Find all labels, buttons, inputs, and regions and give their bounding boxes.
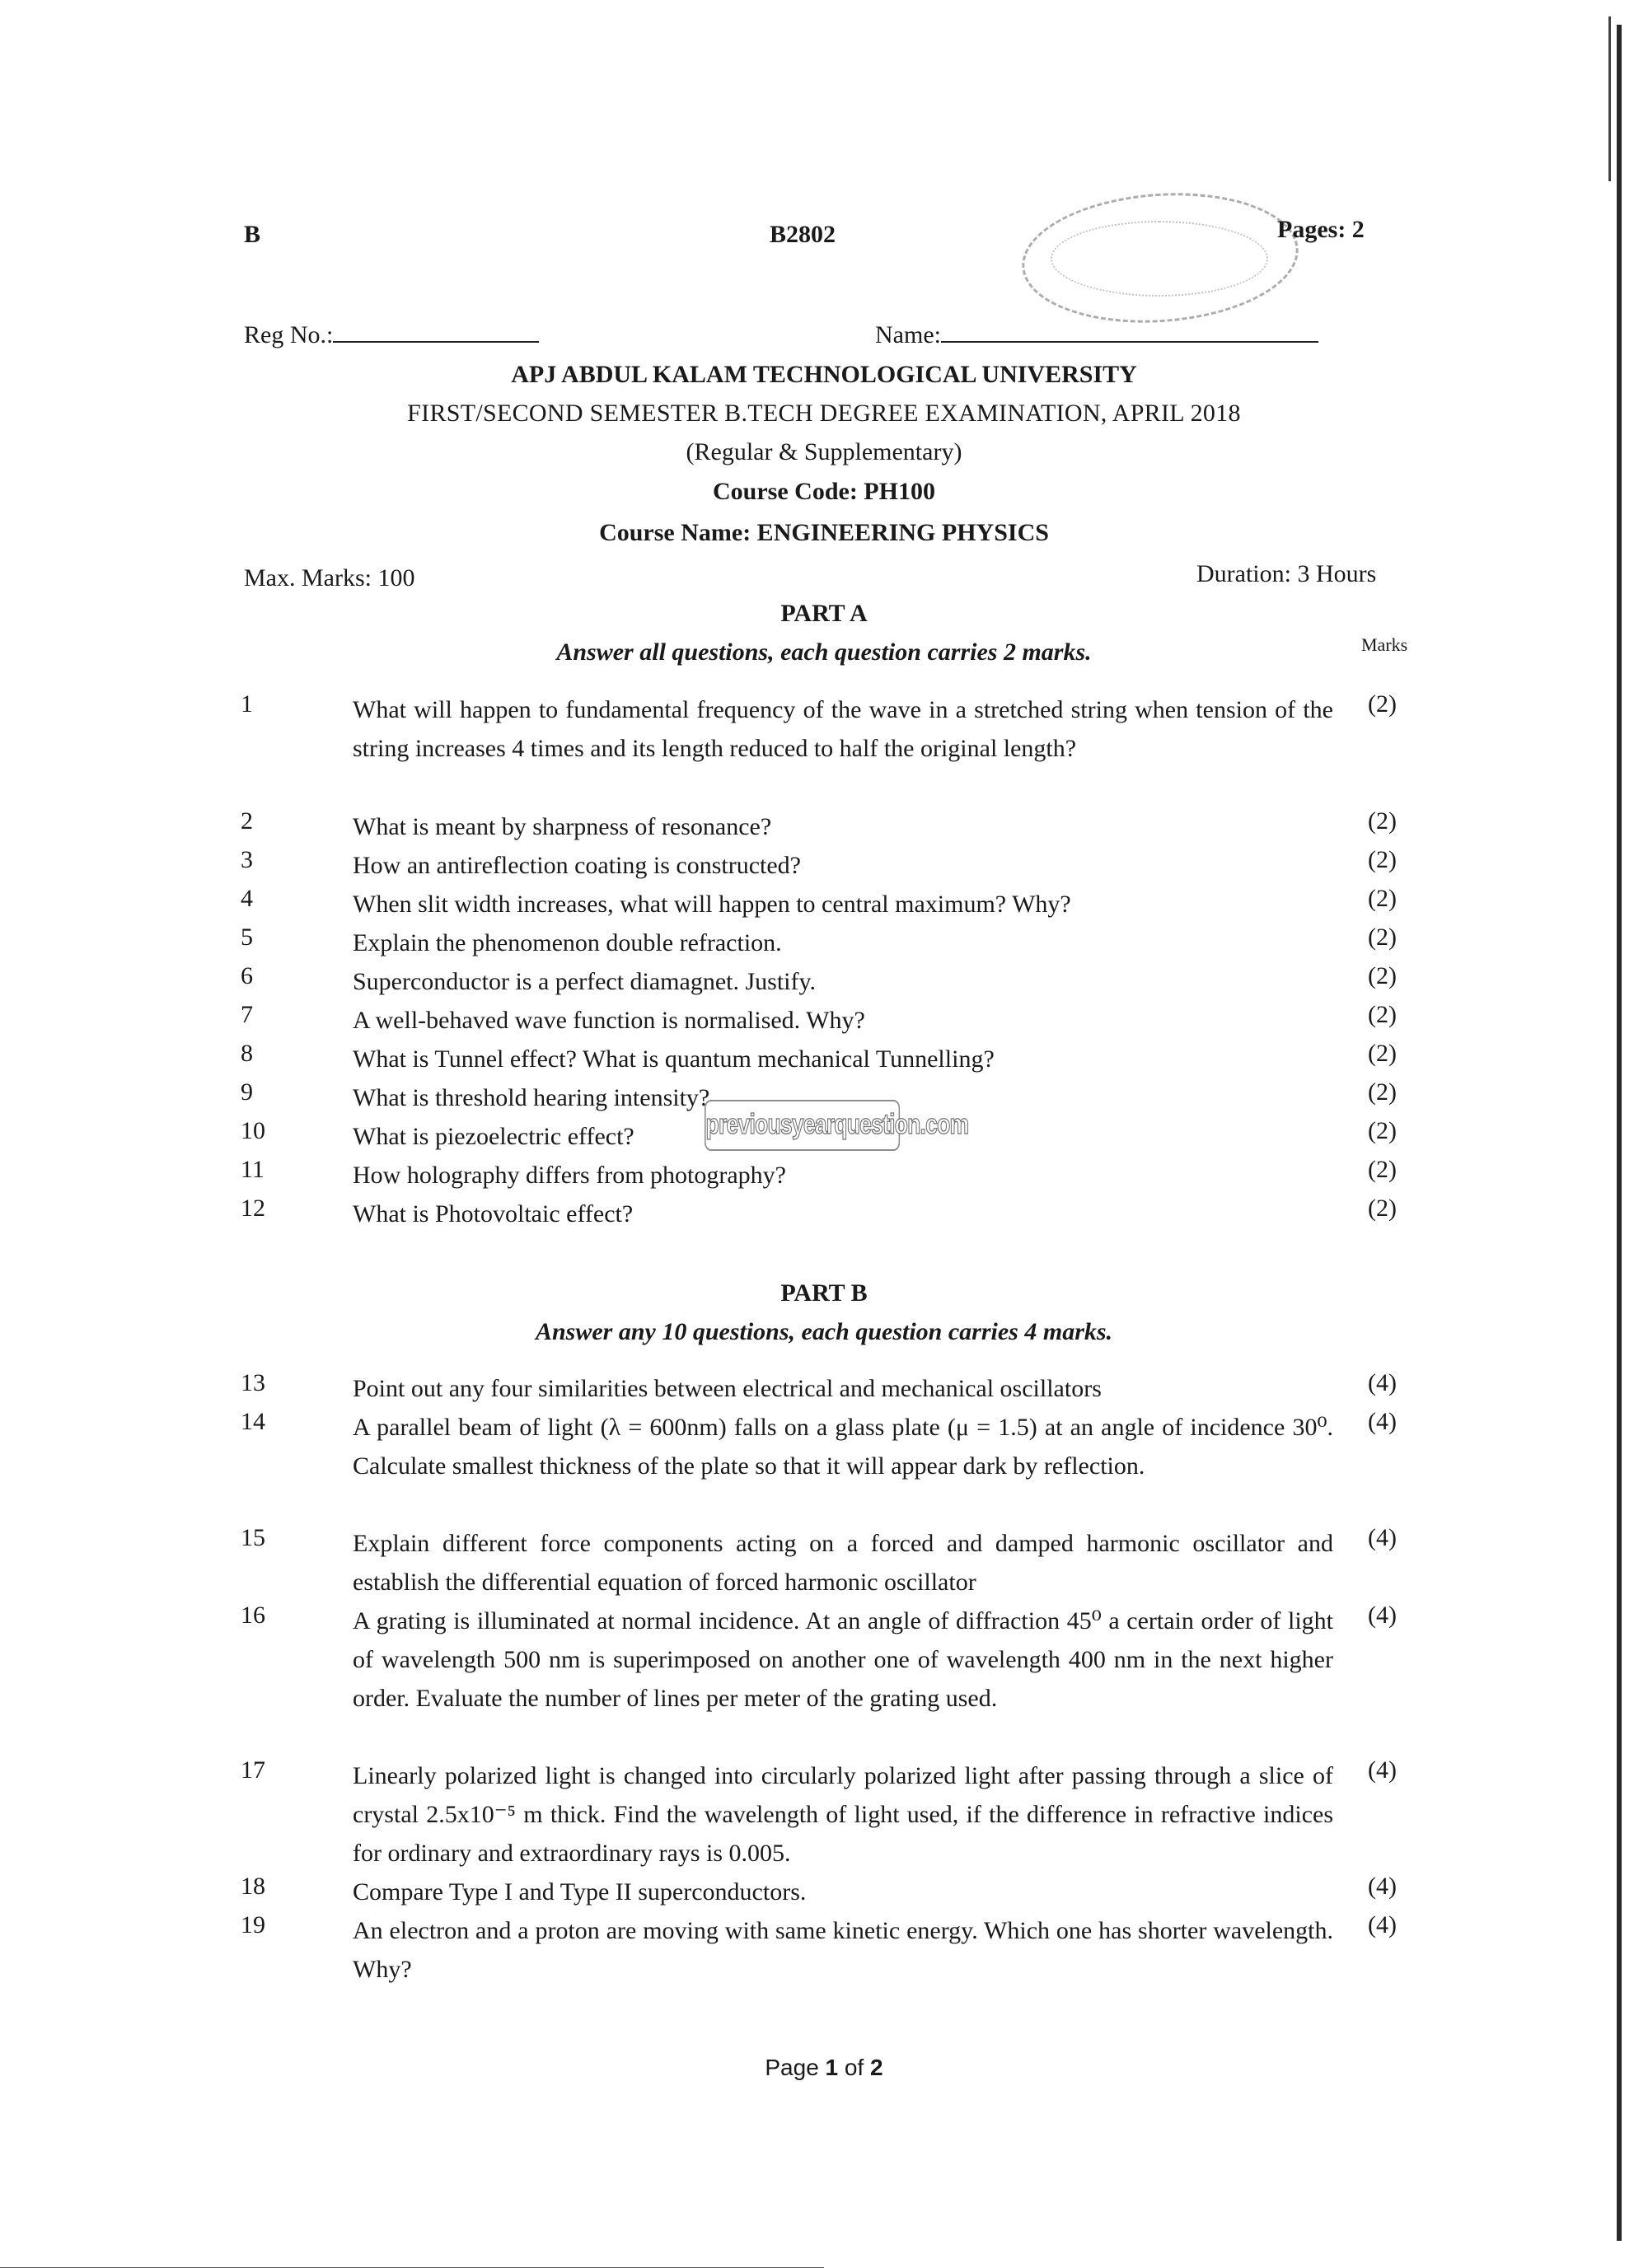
question-number: 8 (241, 1040, 253, 1067)
question-marks: (2) (1368, 846, 1397, 873)
question-number: 2 (241, 807, 253, 835)
question-number: 12 (241, 1195, 265, 1222)
question-text: What is Tunnel effect? What is quantum mechanical Tunnelling? (353, 1045, 995, 1073)
reg-no-label: Reg No.: (244, 321, 334, 348)
question-text: Compare Type I and Type II superconductors. (353, 1878, 807, 1906)
page-footer (0, 2055, 1648, 2081)
question-text: Explain the phenomenon double refraction. (353, 929, 782, 956)
marks-column-label: Marks (1361, 634, 1408, 655)
question-number: 6 (241, 962, 253, 989)
question-text: Linearly polarized light is changed into circularly polarized light after passing through a slice of crystal 2.5x10⁻⁵ m thick. Find the wavelength of light used, if the difference in refractive indices for ordinary and extraordinary rays is 0.005. (353, 1762, 1333, 1867)
part-b-heading: PART B (780, 1279, 868, 1307)
name-label: Name: (875, 321, 941, 348)
name-blank (941, 321, 1318, 343)
question-marks: (2) (1368, 924, 1397, 951)
question-marks: (4) (1368, 1602, 1397, 1629)
pages-count: Pages: 2 (1277, 216, 1365, 243)
question-marks: (2) (1368, 885, 1397, 912)
question-text: How an antireflection coating is constructed? (353, 852, 801, 879)
question-number: 10 (241, 1117, 265, 1144)
course-name: Course Name: ENGINEERING PHYSICS (599, 519, 1049, 546)
question-marks: (4) (1368, 1369, 1397, 1396)
question-number: 5 (241, 924, 253, 951)
question-text: A well-behaved wave function is normalised. Why? (353, 1007, 865, 1034)
question-text: Point out any four similarities between electrical and mechanical oscillators (353, 1375, 1102, 1402)
question-marks: (2) (1368, 962, 1397, 989)
question-marks: (2) (1368, 1156, 1397, 1183)
question-marks: (4) (1368, 1911, 1397, 1938)
question-text: What is Photovoltaic effect? (353, 1200, 634, 1228)
question-marks: (4) (1368, 1873, 1397, 1900)
question-number: 19 (241, 1911, 265, 1938)
question-text: An electron and a proton are moving with same kinetic energy. Which one has shorter wavelength. Why? (353, 1917, 1333, 1983)
course-code: Course Code: PH100 (713, 478, 935, 505)
question-text: How holography differs from photography? (353, 1162, 786, 1189)
question-number: 17 (241, 1756, 265, 1784)
question-number: 3 (241, 846, 253, 873)
max-marks: Max. Marks: 100 (244, 564, 415, 592)
reg-no-blank (333, 321, 539, 343)
question-marks: (4) (1368, 1524, 1397, 1551)
question-text: A parallel beam of light (λ = 600nm) falls on a glass plate (μ = 1.5) at an angle of incidence 30⁰. Calculate smallest thickness of the plate so that it will appear dark by reflection. (353, 1414, 1333, 1480)
question-number: 15 (241, 1524, 265, 1551)
question-number: 11 (241, 1156, 265, 1183)
question-number: 7 (241, 1001, 253, 1028)
series-label: B (244, 221, 261, 248)
question-marks: (2) (1368, 690, 1397, 718)
name-field (875, 321, 1318, 349)
university-stamp-inner (1051, 221, 1268, 297)
question-marks: (2) (1368, 1195, 1397, 1222)
question-text: Explain different force components acting on a forced and damped harmonic oscillator and establish the differential equation of forced harmonic oscillator (353, 1530, 1333, 1596)
question-text: Superconductor is a perfect diamagnet. Justify. (353, 968, 817, 995)
question-number: 9 (241, 1078, 253, 1106)
part-b-instruction: Answer any 10 questions, each question carries 4 marks. (535, 1318, 1113, 1345)
footer-prefix: Page (765, 2055, 826, 2080)
question-text: What is threshold hearing intensity? (353, 1084, 710, 1111)
question-marks: (2) (1368, 1040, 1397, 1067)
question-marks: (4) (1368, 1756, 1397, 1784)
question-number: 4 (241, 885, 253, 912)
scan-edge-top (1608, 16, 1611, 181)
question-number: 14 (241, 1408, 265, 1435)
question-marks: (2) (1368, 1117, 1397, 1144)
question-number: 13 (241, 1369, 265, 1396)
question-text: A grating is illuminated at normal incidence. At an angle of diffraction 45⁰ a certain order of light of wavelength 500 nm is superimposed on another one of wavelength 400 nm in the next higher order. Evaluate the number of lines per meter of the grating used. (353, 1607, 1333, 1712)
question-number: 1 (241, 690, 253, 718)
question-marks: (4) (1368, 1408, 1397, 1435)
university-name: APJ ABDUL KALAM TECHNOLOGICAL UNIVERSITY (511, 361, 1137, 388)
footer-total-pages: 2 (870, 2055, 883, 2080)
question-text: What is meant by sharpness of resonance? (353, 813, 772, 840)
question-text: What is piezoelectric effect? (353, 1123, 634, 1150)
part-a-heading: PART A (780, 600, 868, 627)
question-marks: (2) (1368, 1078, 1397, 1106)
question-text: When slit width increases, what will happen to central maximum? Why? (353, 891, 1071, 918)
footer-of: of (838, 2055, 871, 2080)
scan-edge (1617, 25, 1622, 2241)
duration: Duration: 3 Hours (1196, 560, 1377, 587)
exam-title: FIRST/SECOND SEMESTER B.TECH DEGREE EXAMINATION, APRIL 2018 (407, 400, 1241, 427)
question-number: 16 (241, 1602, 265, 1629)
question-marks: (2) (1368, 1001, 1397, 1028)
footer-current-page: 1 (825, 2055, 839, 2080)
question-number: 18 (241, 1873, 265, 1900)
question-text: What will happen to fundamental frequency of the wave in a stretched string when tension of the string increases 4 times and its length reduced to half the original length? (353, 696, 1333, 762)
paper-code: B2802 (770, 221, 836, 248)
reg-no-field (244, 321, 539, 349)
watermark: previousyearquestion.com (705, 1100, 900, 1151)
exam-type: (Regular & Supplementary) (686, 438, 962, 465)
part-a-instruction: Answer all questions, each question carries 2 marks. (556, 638, 1092, 666)
question-marks: (2) (1368, 807, 1397, 835)
